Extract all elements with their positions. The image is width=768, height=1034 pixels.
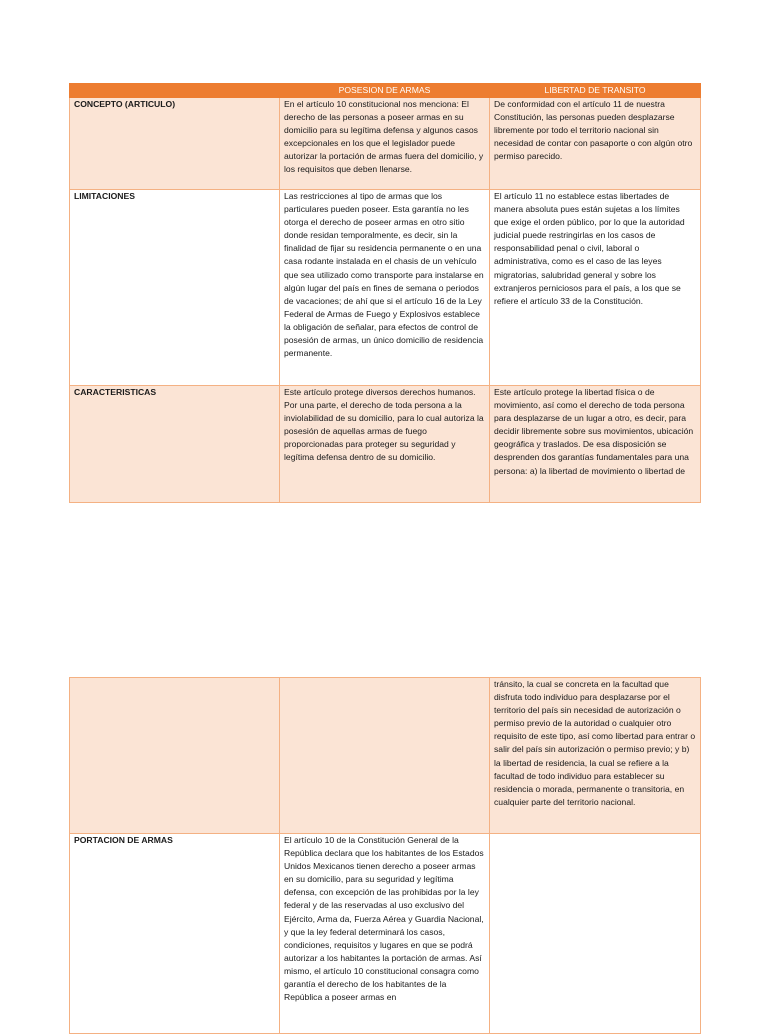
- posesion-cell: [280, 678, 490, 834]
- row-label: CONCEPTO (ARTICULO): [70, 98, 280, 190]
- table-header-row: [70, 84, 701, 98]
- posesion-cell: En el artículo 10 constitucional nos menciona: El derecho de las personas a poseer armas en su domicilio para su legítima defensa y algunos casos excepcionales en los que el legislador puede autorizar la portación de armas fuera del domicilio, y los requisitos que deben llenarse.: [280, 98, 490, 190]
- comparison-table: [69, 83, 701, 503]
- transito-cell: De conformidad con el artículo 11 de nuestra Constitución, las personas pueden desplazarse libremente por todo el territorio nacional sin necesidad de contar con pasaporte o con algún otro permiso parecido.: [490, 98, 701, 190]
- row-label: LIMITACIONES: [70, 190, 280, 386]
- posesion-cell: Este artículo protege diversos derechos humanos. Por una parte, el derecho de toda persona a la inviolabilidad de su domicilio, para lo cual autoriza la posesión de aquellas armas de fuego proporcionadas para proteger su seguridad y legítima defensa dentro de su domicilio.: [280, 386, 490, 503]
- row-label: CARACTERISTICAS: [70, 386, 280, 503]
- table-row: [70, 834, 701, 1034]
- table-row: [70, 190, 701, 386]
- header-cell-empty: [70, 84, 280, 98]
- posesion-cell: Las restricciones al tipo de armas que los particulares pueden poseer. Esta garantía no les otorga el derecho de poseer armas en otro sitio donde residan temporalmente, es decir, sin la finalidad de fijar su residencia permanente o en una casa rodante instalada en el chasis de un vehículo que sea utilizado como transporte para instalarse en algún lugar del país en fines de semana o periodos de vacaciones; de ahí que si el artículo 16 de la Ley Federal de Armas de Fuego y Explosivos establece la obligación de señalar, para efectos de control de posesión de armas, un único domicilio de residencia permanente.: [280, 190, 490, 386]
- table-row: [70, 678, 701, 834]
- table-row: [70, 386, 701, 503]
- transito-cell: Este artículo protege la libertad física o de movimiento, así como el derecho de toda persona para desplazarse de un lugar a otro, es decir, para decidir libremente sobre sus movimientos, ubicación geográfica y traslados. De esa disposición se desprenden dos garantías fundamentales para una persona: a) la libertad de movimiento o libertad de: [490, 386, 701, 503]
- comparison-table-continued: [69, 677, 701, 1034]
- row-label: PORTACION DE ARMAS: [70, 834, 280, 1034]
- table-row: [70, 98, 701, 190]
- header-posesion-de-armas: POSESION DE ARMAS: [280, 84, 490, 98]
- header-libertad-de-transito: LIBERTAD DE TRANSITO: [490, 84, 701, 98]
- transito-cell: El artículo 11 no establece estas libertades de manera absoluta pues están sujetas a los límites que exige el orden público, por lo que la autoridad judicial puede restringirlas en los casos de responsabilidad penal o civil, laboral o administrativa, como es el caso de las leyes migratorias, salubridad general y sobre los extranjeros perniciosos para el país, a los que se refiere el artículo 33 de la Constitución.: [490, 190, 701, 386]
- transito-cell: tránsito, la cual se concreta en la facultad que disfruta todo individuo para desplazarse por el territorio del país sin necesidad de autorización o permiso previo de la autoridad o cualquier otro requisito de este tipo, así como libertad para entrar o salir del país sin autorización o permiso previo; y b) la libertad de residencia, la cual se refiere a la facultad de todo individuo para establecer su residencia o morada, permanente o transitoria, en cualquier parte del territorio nacional.: [490, 678, 701, 834]
- posesion-cell: El artículo 10 de la Constitución General de la República declara que los habitantes de los Estados Unidos Mexicanos tienen derecho a poseer armas en su domicilio, para su seguridad y legítima defensa, con excepción de las prohibidas por la ley federal y de las reservadas al uso exclusivo del Ejército, Arma da, Fuerza Aérea y Guardia Nacional, y que la ley federal determinará los casos, condiciones, requisitos y lugares en que se podrá autorizar a los habitantes la portación de armas. Así mismo, el artículo 10 constitucional consagra como garantía el derecho de los habitantes de la República a poseer armas en: [280, 834, 490, 1034]
- row-label: [70, 678, 280, 834]
- transito-cell: [490, 834, 701, 1034]
